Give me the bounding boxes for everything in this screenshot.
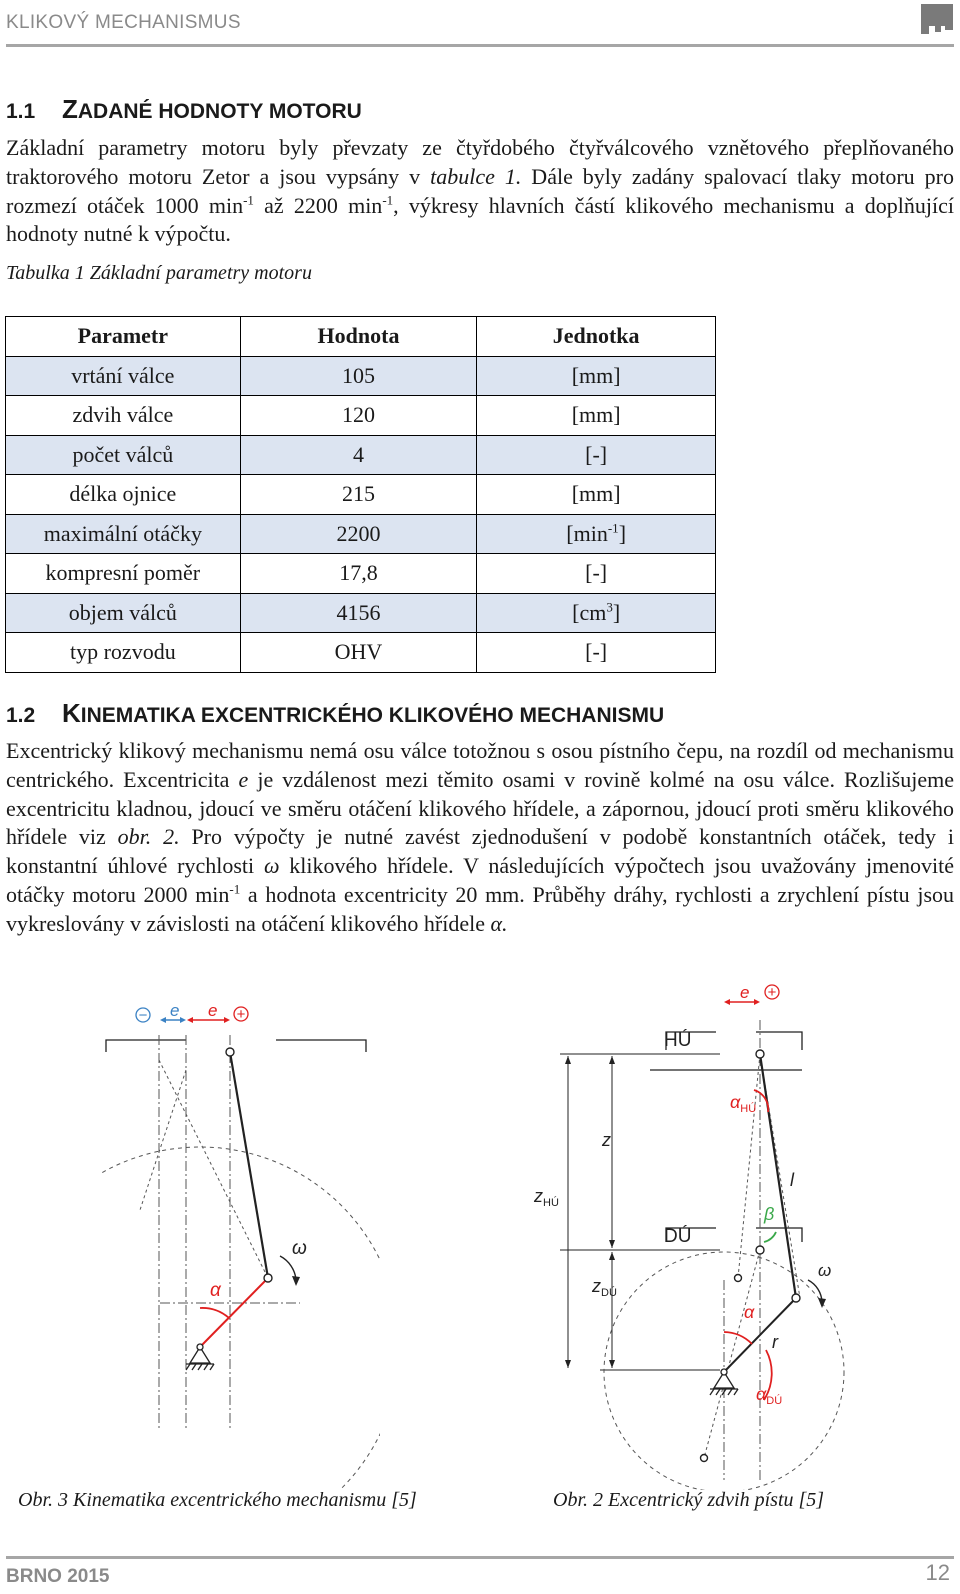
table-row: [6, 633, 716, 673]
unit-text: [min: [566, 520, 608, 546]
page-number: 12: [925, 1560, 950, 1585]
table-cell: délka ojnice: [6, 475, 241, 515]
beta-label: β: [764, 1204, 775, 1224]
omega-label: ω: [818, 1261, 832, 1280]
table-reference: tabulce 1.: [430, 163, 522, 189]
table-row: [6, 435, 716, 475]
text-run: je vzdálenost mezi těmito osami v rovině kolmé na osu válce. Rozlišujeme excentricitu kladnou, jdoucí ve směru otáčení klikového hřídele, a zápornou, jdoucí proti směru klikového hřídele viz: [6, 766, 954, 850]
section-number: 1.2: [6, 704, 36, 727]
minus-label: −: [138, 1007, 148, 1024]
section-number: 1.1: [6, 100, 36, 123]
section-heading-1-1: [6, 94, 362, 125]
table-row: [6, 593, 716, 633]
running-header: KLIKOVÝ MECHANISMUS: [6, 12, 241, 33]
superscript: 3: [606, 599, 613, 615]
alpha-hu-label: $\alpha_{HÚ}$: [730, 1092, 757, 1115]
table-header-row: [6, 317, 716, 357]
table-cell: [mm]: [477, 396, 716, 436]
superscript: -1: [607, 520, 619, 536]
table-cell: 120: [240, 396, 477, 436]
rod-length-label: l: [790, 1170, 794, 1190]
table-row: [6, 475, 716, 515]
symbol-e: e: [238, 766, 249, 792]
table-row: [6, 396, 716, 436]
parameters-table: [5, 316, 716, 673]
footer-rule: [6, 1556, 954, 1559]
bottom-dead-center-label: DÚ: [664, 1226, 692, 1247]
section-title: ADANÉ HODNOTY MOTORU: [77, 100, 362, 123]
text-run: , výkresy hlavních částí klikového mechanismu a doplňující hodnoty nutné k výpočtu.: [6, 192, 954, 247]
intro-paragraph: [6, 134, 954, 249]
table-cell: [mm]: [477, 356, 716, 396]
header-rule: [6, 44, 954, 47]
section-title-initial: K: [62, 698, 81, 728]
fme-logo-icon: [921, 4, 953, 34]
z-hu-label: $z_{HÚ}$: [534, 1186, 559, 1209]
table-cell: 105: [240, 356, 477, 396]
table-cell: [mm]: [477, 475, 716, 515]
table-cell: 2200: [240, 514, 477, 554]
table-cell: [477, 593, 716, 633]
section-heading-1-2: [6, 698, 664, 729]
eccentricity-label-negative: e: [170, 1001, 180, 1020]
unit-text: ]: [618, 520, 627, 546]
z-label: z: [602, 1130, 611, 1150]
text-run: a hodnota excentricity 20 mm. Průběhy dráhy, rychlosti a zrychlení pístu jsou vykreslovány v závislosti na otáčení klikového hřídele: [6, 881, 955, 936]
table-cell: 4156: [240, 593, 477, 633]
unit-text: [cm: [572, 599, 607, 625]
table-cell: 215: [240, 475, 477, 515]
plus-label: +: [236, 1006, 246, 1023]
text-run: Základní parametry motoru byly převzaty ze čtyřdobého čtyřválcového vznětového přeplňovaného traktorového motoru Zetor a jsou vypsány v: [6, 135, 954, 189]
crank-radius-label: r: [772, 1332, 778, 1352]
z-du-label: $z_{DÚ}$: [592, 1276, 617, 1299]
plus-label: +: [767, 984, 777, 1001]
text-run: až 2200 min: [253, 192, 383, 218]
kinematics-paragraph: [6, 737, 954, 939]
table-cell: objem válců: [6, 593, 241, 633]
figure-caption-left: Obr. 3 Kinematika excentrického mechanismu [5]: [18, 1489, 417, 1511]
table-cell: OHV: [240, 633, 477, 673]
table-caption: Tabulka 1 Základní parametry motoru: [6, 262, 312, 284]
text-run: Dále byly zadány spalovací tlaky motoru pro rozmezí otáček 1000 min: [6, 163, 954, 218]
omega-label: ω: [292, 1238, 307, 1259]
superscript: -1: [382, 192, 394, 208]
table-cell: typ rozvodu: [6, 633, 241, 673]
alpha-label: α: [210, 1280, 221, 1301]
table-cell: vrtání válce: [6, 356, 241, 396]
table-cell: maximální otáčky: [6, 514, 241, 554]
table-cell: [-]: [477, 554, 716, 594]
text-run: Excentrický klikový mechanismu nemá osu válce totožnou s osou pístního čepu, na rozdíl od mechanismu centrického. Excentricita: [6, 738, 954, 792]
table-header-cell: Hodnota: [240, 317, 477, 357]
alpha-label: α: [744, 1302, 755, 1322]
eccentric-mechanism-diagram: [100, 990, 380, 1490]
eccentric-stroke-diagram: [520, 980, 900, 1490]
footer-location: BRNO 2015: [6, 1566, 110, 1587]
superscript: -1: [229, 881, 241, 897]
unit-text: ]: [612, 599, 621, 625]
section-title: INEMATIKA EXCENTRICKÉHO KLIKOVÉHO MECHANISMU: [80, 704, 665, 727]
table-row: [6, 356, 716, 396]
symbol-omega: ω: [263, 853, 280, 879]
table-cell: [477, 514, 716, 554]
eccentricity-label: e: [740, 983, 750, 1002]
figure-caption-right: Obr. 2 Excentrický zdvih pístu [5]: [553, 1489, 825, 1511]
table-cell: počet válců: [6, 435, 241, 475]
table-cell: 4: [240, 435, 477, 475]
text-run: klikového hřídele. V následujících výpočtech jsou uvažovány jmenovité otáčky motoru 2000 min: [6, 853, 954, 907]
table-cell: zdvih válce: [6, 396, 241, 436]
table-cell: kompresní poměr: [6, 554, 241, 594]
table-row: [6, 554, 716, 594]
table-cell: [-]: [477, 633, 716, 673]
table-header-cell: Parametr: [6, 317, 241, 357]
superscript: -1: [243, 192, 254, 208]
text-run: Pro výpočty je nutné zavést zjednodušení v podobě konstantních otáček, tedy i konstantní úhlové rychlosti: [6, 824, 954, 879]
alpha-du-label: $\alpha_{DÚ}$: [756, 1384, 783, 1407]
eccentricity-label-positive: e: [208, 1001, 218, 1020]
table-row: [6, 514, 716, 554]
table-cell: [-]: [477, 435, 716, 475]
symbol-alpha: α.: [490, 910, 508, 936]
table-header-cell: Jednotka: [477, 317, 716, 357]
section-title-initial: Z: [62, 94, 78, 124]
figure-reference: obr. 2.: [117, 824, 180, 850]
top-dead-center-label: HÚ: [664, 1030, 692, 1051]
table-cell: 17,8: [240, 554, 477, 594]
